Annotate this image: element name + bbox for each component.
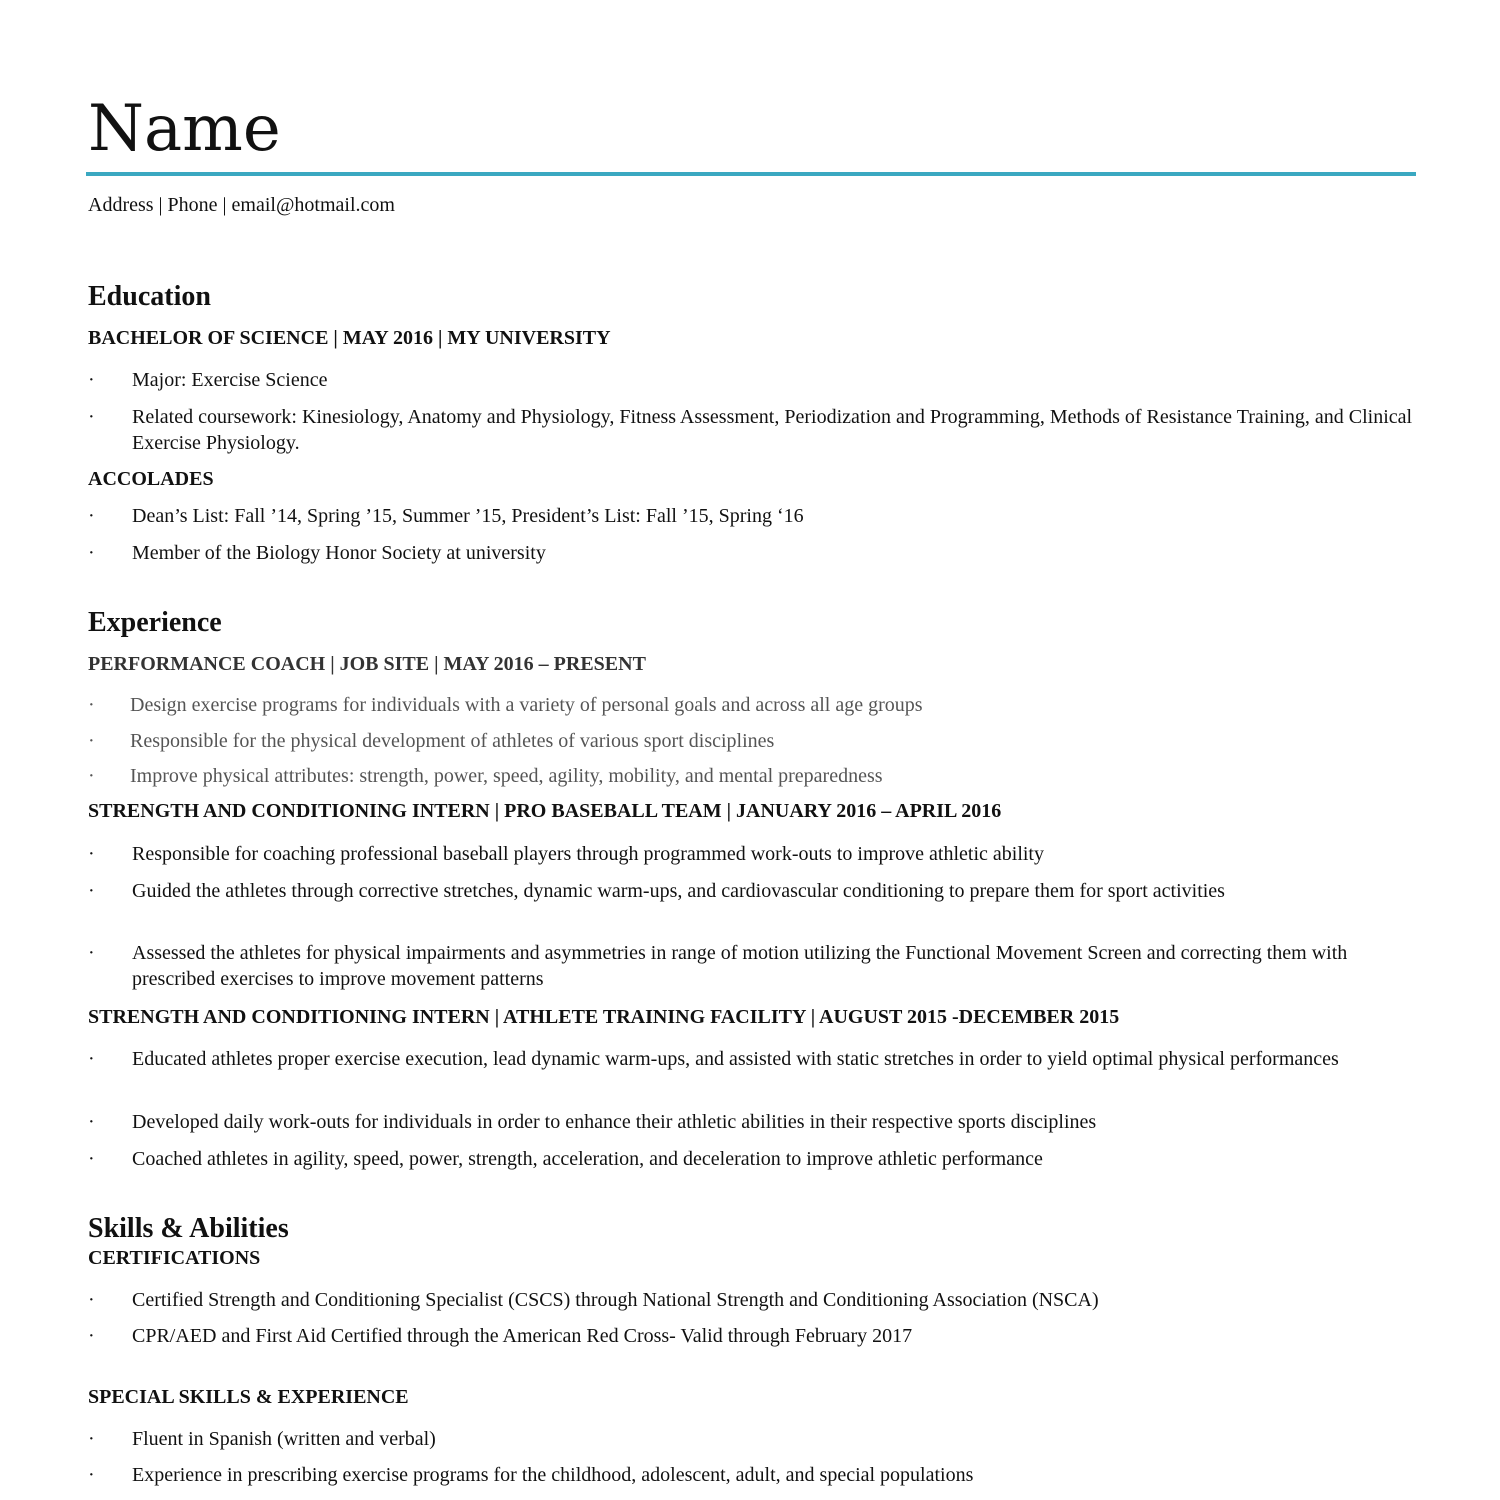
skills-heading: Skills & Abilities	[88, 1213, 289, 1244]
job-item-text: Educated athletes proper exercise execution, lead dynamic warm-ups, and assisted with static stretches in order to yield optimal physical performances	[132, 1048, 1339, 1070]
accolades-heading: ACCOLADES	[88, 468, 214, 490]
job-title: STRENGTH AND CONDITIONING INTERN | ATHLETE TRAINING FACILITY | AUGUST 2015 -DECEMBER 2015	[88, 1006, 1120, 1028]
bullet: ·	[88, 369, 95, 391]
bullet: ·	[88, 942, 95, 964]
accolade-item-text: Dean’s List: Fall ’14, Spring ’15, Summer ’15, President’s List: Fall ’15, Spring ‘16	[132, 505, 804, 527]
bullet: ·	[88, 880, 95, 902]
bullet: ·	[88, 1464, 95, 1486]
bullet: ·	[88, 1428, 95, 1450]
accolade-item-text: Member of the Biology Honor Society at university	[132, 542, 546, 564]
certification-item-text: CPR/AED and First Aid Certified through the American Red Cross- Valid through February 2017	[132, 1325, 913, 1347]
bullet: ·	[88, 694, 95, 716]
bullet: ·	[88, 1325, 95, 1347]
job-item-text: Design exercise programs for individuals with a variety of personal goals and across all age groups	[130, 694, 923, 716]
job-item-text: Assessed the athletes for physical impairments and asymmetries in range of motion utilizing the Functional Movement Screen and correcting them with prescribed exercises to improve movement patterns	[132, 942, 1348, 990]
special-skill-item-text: Experience in prescribing exercise programs for the childhood, adolescent, adult, and special populations	[132, 1464, 974, 1486]
certification-item-text: Certified Strength and Conditioning Specialist (CSCS) through National Strength and Conditioning Association (NSCA)	[132, 1289, 1099, 1311]
degree-line: BACHELOR OF SCIENCE | MAY 2016 | MY UNIVERSITY	[88, 327, 611, 349]
experience-heading: Experience	[88, 607, 222, 638]
contact-line: Address | Phone | email@hotmail.com	[88, 194, 395, 216]
bullet: ·	[88, 730, 95, 752]
education-item-text: Related coursework: Kinesiology, Anatomy and Physiology, Fitness Assessment, Periodization and Programming, Methods of Resistance Training, and Clinical Exercise Physiology.	[132, 406, 1413, 454]
job-title: PERFORMANCE COACH | JOB SITE | MAY 2016 – PRESENT	[88, 653, 646, 675]
header-rule	[86, 172, 1416, 176]
bullet: ·	[88, 765, 95, 787]
job-item-text: Improve physical attributes: strength, power, speed, agility, mobility, and mental preparedness	[130, 765, 883, 787]
bullet: ·	[88, 1048, 95, 1070]
education-item-text: Major: Exercise Science	[132, 369, 328, 391]
special-skill-item-text: Fluent in Spanish (written and verbal)	[132, 1428, 436, 1450]
bullet: ·	[88, 542, 95, 564]
job-item-text: Responsible for the physical development of athletes of various sport disciplines	[130, 730, 775, 752]
bullet: ·	[88, 1289, 95, 1311]
resume-name: Name	[88, 92, 281, 166]
bullet: ·	[88, 843, 95, 865]
bullet: ·	[88, 1111, 95, 1133]
special-skills-heading: SPECIAL SKILLS & EXPERIENCE	[88, 1386, 409, 1408]
job-item-text: Guided the athletes through corrective stretches, dynamic warm-ups, and cardiovascular conditioning to prepare them for sport activities	[132, 880, 1225, 902]
job-item-text: Developed daily work-outs for individuals in order to enhance their athletic abilities in their respective sports disciplines	[132, 1111, 1097, 1133]
bullet: ·	[88, 505, 95, 527]
certifications-heading: CERTIFICATIONS	[88, 1247, 261, 1269]
bullet: ·	[88, 406, 95, 428]
job-item-text: Responsible for coaching professional baseball players through programmed work-outs to improve athletic ability	[132, 843, 1044, 865]
education-heading: Education	[88, 281, 211, 312]
job-title: STRENGTH AND CONDITIONING INTERN | PRO BASEBALL TEAM | JANUARY 2016 – APRIL 2016	[88, 800, 1002, 822]
job-item-text: Coached athletes in agility, speed, power, strength, acceleration, and deceleration to improve athletic performance	[132, 1148, 1043, 1170]
bullet: ·	[88, 1148, 95, 1170]
